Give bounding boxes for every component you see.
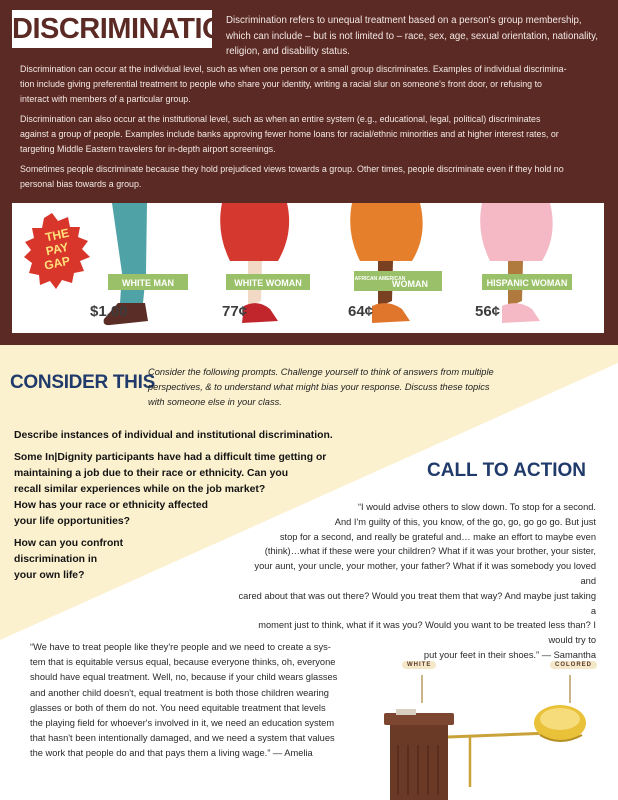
title-box xyxy=(12,10,245,48)
label-white-woman: WHITE WOMAN xyxy=(234,278,302,288)
paragraph-prejudice: Sometimes people discriminate because they hold prejudiced views towards a group. Other times, people discriminate even if they hold no personal bias towards a group. xyxy=(20,164,564,189)
colored-label: COLORED xyxy=(550,661,597,669)
prompt-3: How has your race or ethnicity affected your life opportunities? xyxy=(14,500,209,527)
svg-text:GAP: GAP xyxy=(42,253,72,273)
amount-white-woman: 77¢ xyxy=(222,303,248,320)
pay-gap-illustration xyxy=(12,203,604,333)
label-white-man: WHITE MAN xyxy=(122,278,174,288)
prompt-2: Some In|Dignity participants have had a difficult time getting or maintaining a job due to their race or ethnicity. Can you recall similar experiences while on the job market? xyxy=(14,452,327,495)
pay-gap-graphic xyxy=(12,203,604,333)
paragraph-individual: Discrimination can occur at the individual level, such as when one person or a small group discriminates. Examples of individual discrimina- tion include giving preferential treatment to people who share your identity, writing a racial slur on someone's front door, or refusing to interact with members of a particular group. xyxy=(20,64,567,104)
pipe-icon xyxy=(448,733,550,737)
call-to-action-title: CALL TO ACTION xyxy=(427,460,587,481)
skirt-icon xyxy=(220,203,289,261)
consider-description: Consider the following prompts. Challenge yourself to think of answers from multiple perspectives, & to understand what might bias your response. Discuss these topics with someone else in your class. xyxy=(148,367,494,407)
shoe-icon xyxy=(242,303,278,323)
quote-amelia: “We have to treat people like they're people and we need to create a sys- tem that is equitable versus equal, because everyone thinks, oh, everyone should have equal treatment. Well, no, because if your child wears glasses and another child doesn't, equal treatment is both those children wearing glasses or both of them do not. You need equitable treatment that levels the playing field for whoever's involved in it, we need an education system that hasn't been intentionally damaged, and we need a system that values the work that people do and that pays them a living wage.” — Amelia xyxy=(30,642,338,759)
amount-hispanic-woman: 56¢ xyxy=(475,303,501,320)
skirt-icon xyxy=(480,203,552,261)
quote-samantha: “I would advise others to slow down. To stop for a second. And I'm guilty of this, you know, of the go, go, go go go. But just stop for a second, and really be grateful and… make an effort to maybe even (think)…what if these were your children? What if it was your brother, your sister, your aunt, your uncle, your mother, your father? What if it was somebody you loved and cared about that was out there? Would you treat them that way? And maybe just taking a moment just to think, what if it was you? Would you want to be treated less than? I would try to put your feet in their shoes.” — Samantha xyxy=(238,502,596,660)
white-label: WHITE xyxy=(402,661,436,669)
amount-african-american-woman: 64¢ xyxy=(348,303,374,320)
definition-text: Discrimination refers to unequal treatment based on a person's group membership, which can include – but is not limited to – race, sex, age, sexual orientation, nationality, religion, and disability status. xyxy=(226,15,598,57)
shoe-icon xyxy=(502,303,540,323)
skirt-icon xyxy=(350,203,422,261)
paragraph-institutional: Discrimination can also occur at the institutional level, such as when an entire system (e.g., educational, legal, political) discriminates against a group of people. Examples include banks approving fewer home loans for racial/ethnic minorities and at higher interest rates, or targeting Middle Eastern travelers for in-depth airport screenings. xyxy=(20,114,559,154)
page-title: DISCRIMINATION xyxy=(12,13,245,45)
fountain-icon xyxy=(360,675,618,800)
label-woman: WOMAN xyxy=(392,279,428,289)
svg-text:THE: THE xyxy=(43,225,71,245)
fountain-illustration xyxy=(360,655,618,800)
prompt-1: Describe instances of individual and institutional discrimination. xyxy=(14,430,333,441)
consider-this-title: CONSIDER THIS xyxy=(10,372,155,393)
amount-white-man: $1.00 xyxy=(90,303,128,320)
label-african-american: AFRICAN AMERICAN xyxy=(354,276,406,282)
shoe-icon xyxy=(372,303,410,323)
label-hispanic-woman: HISPANIC WOMAN xyxy=(486,278,568,288)
svg-text:PAY: PAY xyxy=(44,239,70,259)
prompt-4: How can you confront discrimination in your own life? xyxy=(14,538,124,581)
